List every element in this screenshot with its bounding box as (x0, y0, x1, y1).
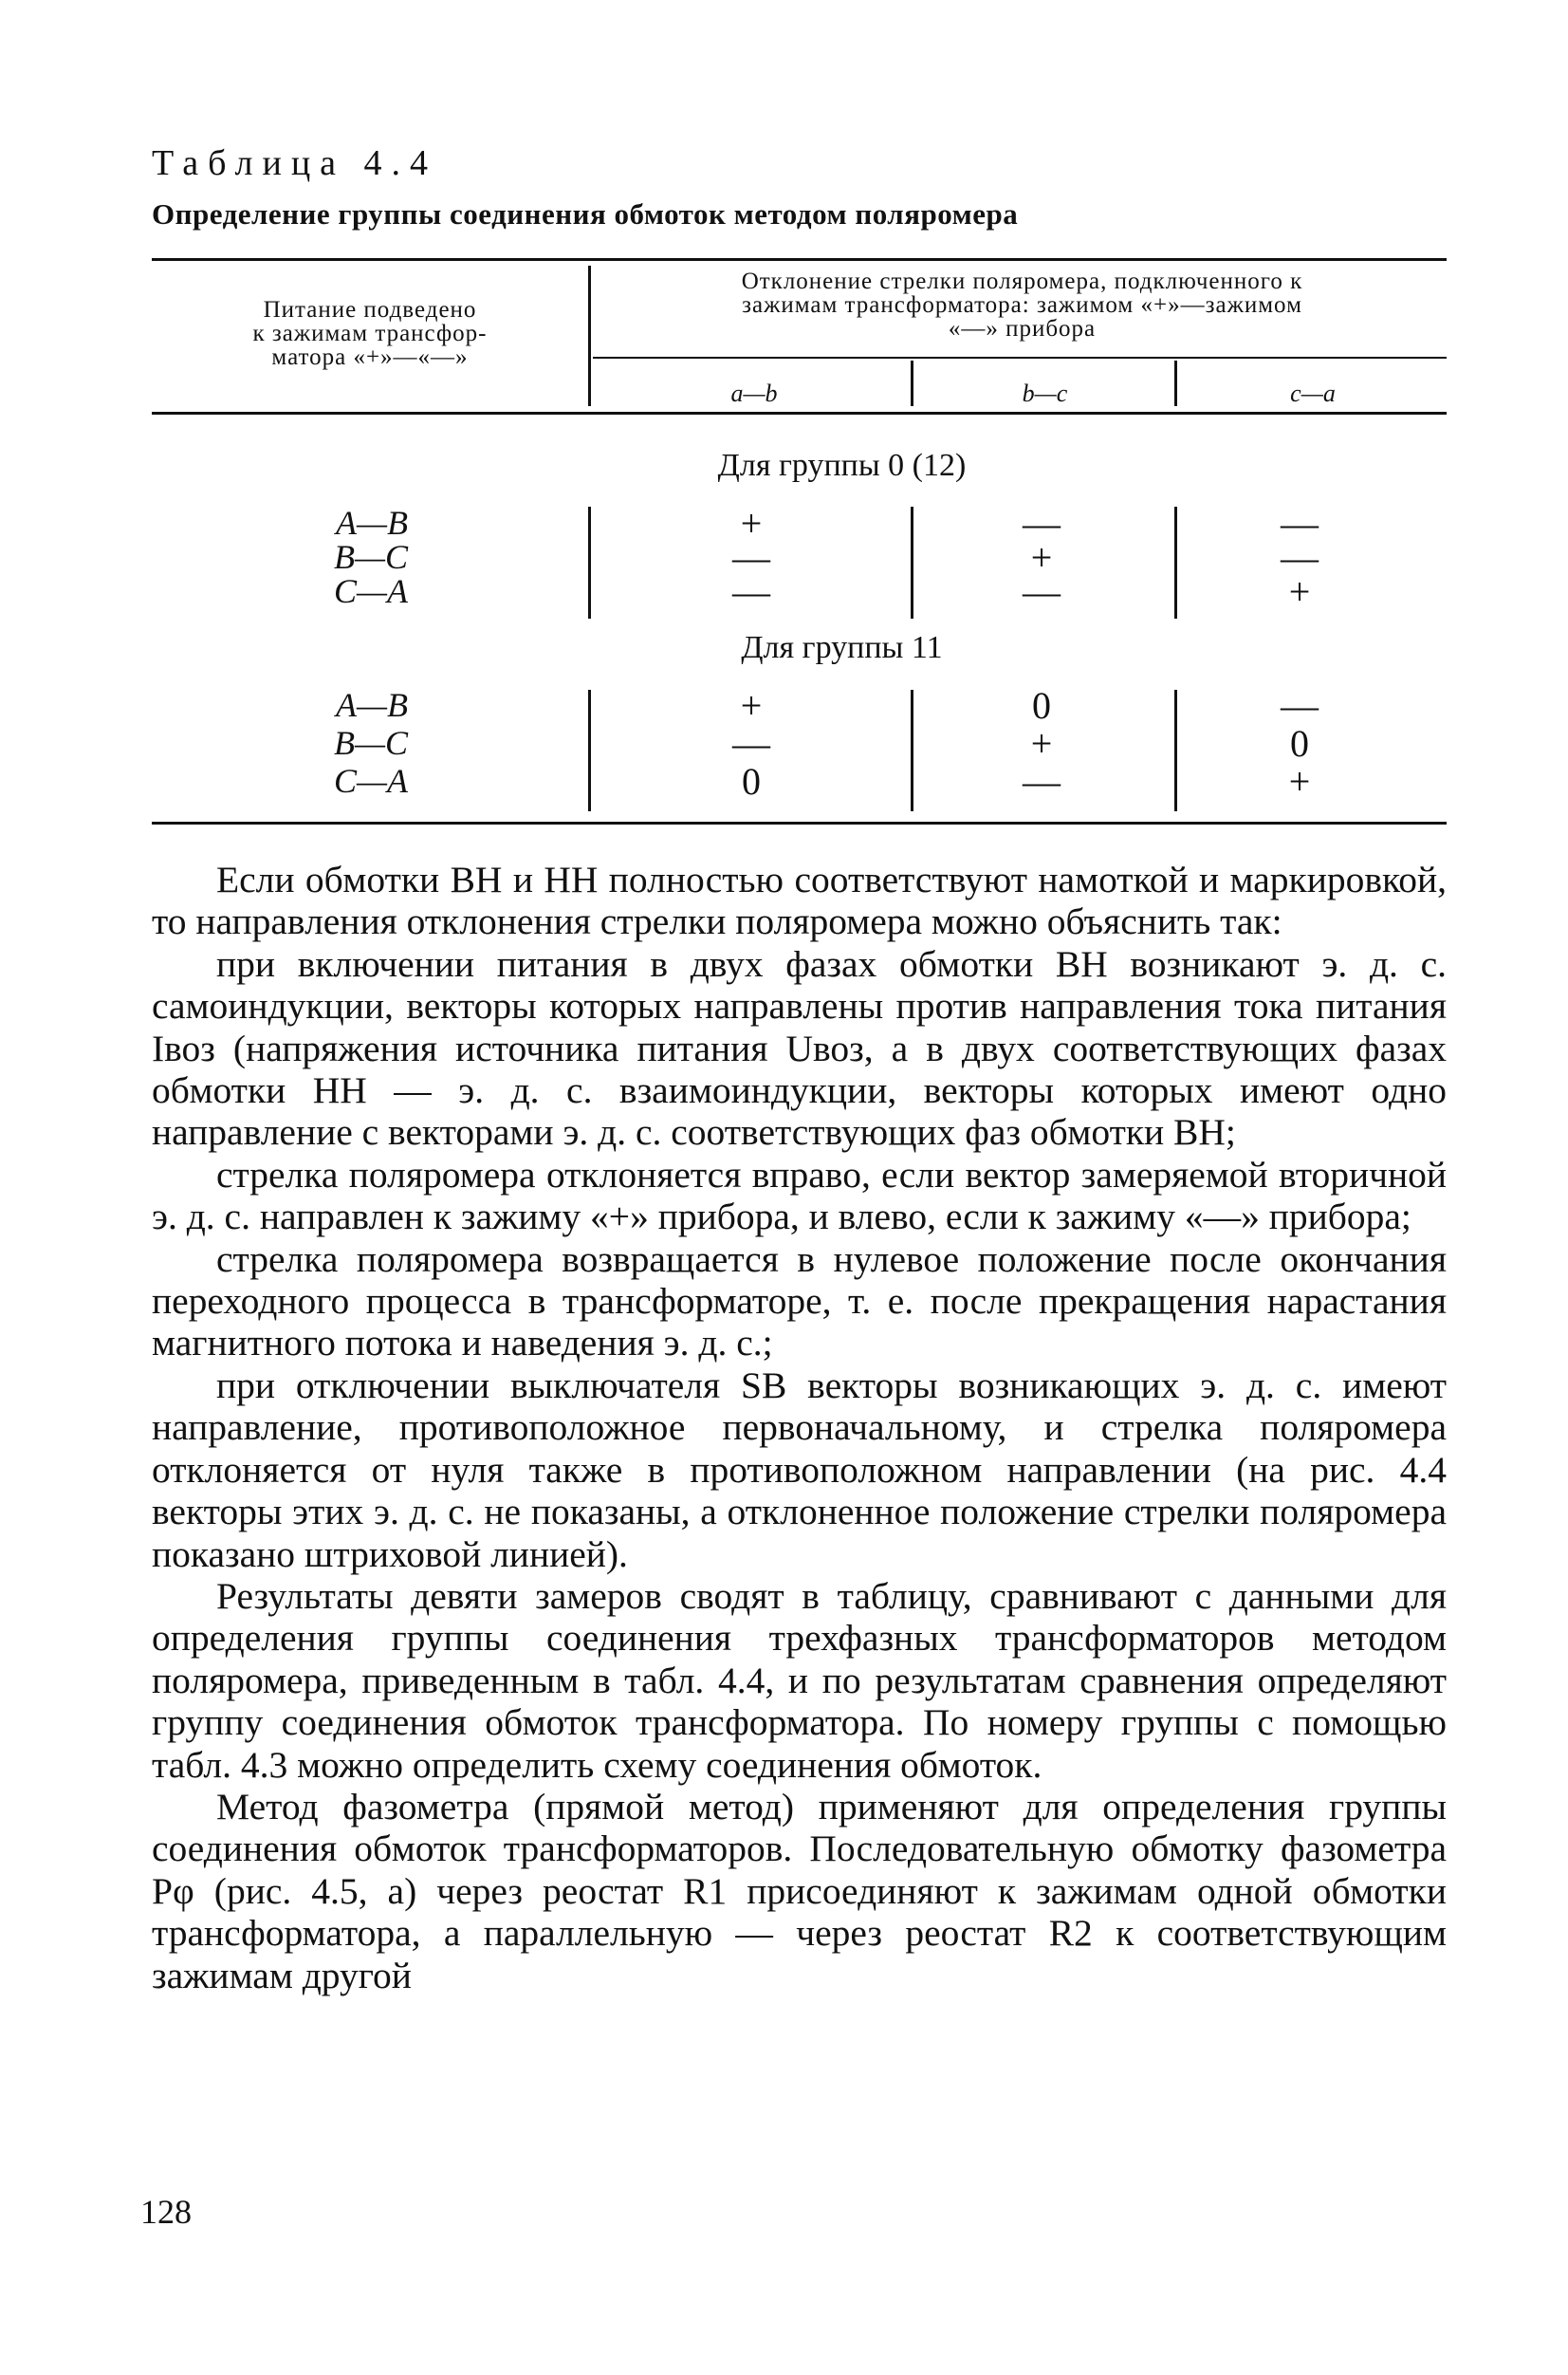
value-cell: + (740, 684, 763, 727)
value-cell: — (1281, 684, 1319, 727)
table-bottom-rule (152, 822, 1447, 825)
paragraph: Метод фазометра (прямой метод) применяют для определения группы соединения обмоток трансформаторов. Последовательную обмотку фазометра Pφ (рис. 4.5, а) через реостат R1 присоединяют к зажимам одной обмотки трансформатора, а параллельную — через реостат R2 к соответствующим зажимам другой (152, 1785, 1447, 1996)
pair-label: A—B (336, 504, 408, 542)
value-cell: — (732, 570, 770, 613)
value-cell: 0 (1032, 684, 1051, 727)
pair-label: B—C (333, 538, 408, 576)
paragraph: Результаты девяти замеров сводят в таблицу, сравнивают с данными для определения группы соединения трехфазных трансформаторов методом поляромера, приведенным в табл. 4.4, и по результатам сравнения определяют группу соединения обмоток трансформатора. По номеру группы с помощью табл. 4.3 можно определить схему соединения обмоток. (152, 1574, 1447, 1786)
subcol-divider-2 (1174, 361, 1177, 406)
paragraph: стрелка поляромера возвращается в нулевое положение после окончания переходного процесса в трансформаторе, т. е. после прекращения нарастания магнитного потока и наведения э. д. с.; (152, 1237, 1447, 1364)
body-divider (588, 690, 591, 811)
pair-label: C—A (333, 572, 408, 610)
value-cell: — (1281, 502, 1319, 545)
value-cell: — (1023, 760, 1061, 803)
value-cell: + (1030, 536, 1053, 579)
body-text (152, 859, 1447, 1996)
body-divider (1174, 690, 1177, 811)
subcol-ab: a—b (730, 380, 778, 407)
body-divider (588, 507, 591, 619)
subcol-divider-1 (911, 361, 913, 406)
value-cell: — (732, 536, 770, 579)
value-cell: + (740, 502, 763, 545)
pair-label: B—C (333, 724, 408, 762)
value-cell: — (732, 722, 770, 765)
col1-header (190, 298, 550, 369)
pair-label: A—B (336, 686, 408, 724)
paragraph: Если обмотки ВН и НН полностью соответствуют намоткой и маркировкой, то направления отклонения стрелки поляромера можно объяснить так: (152, 859, 1447, 943)
page-number: 128 (140, 2193, 192, 2231)
subheader-rule (593, 357, 1447, 359)
body-divider (911, 507, 913, 619)
paragraph: стрелка поляромера отклоняется вправо, если вектор замеряемой вторичной э. д. с. направлен к зажиму «+» прибора, и влево, если к зажиму «—» прибора; (152, 1153, 1447, 1238)
value-cell: + (1288, 760, 1311, 803)
polaromer-table (152, 258, 1447, 827)
table-header-rule (152, 412, 1447, 415)
pair-label: C—A (333, 762, 408, 800)
body-divider (911, 690, 913, 811)
col1-header-line: к зажимам трансфор- (252, 321, 488, 346)
value-cell: — (1281, 536, 1319, 579)
col1-header-line: матора «+»—«—» (271, 344, 469, 370)
value-cell: + (1288, 570, 1311, 613)
subcol-bc: b—c (1022, 380, 1068, 407)
col2-header-line: «—» прибора (948, 316, 1097, 342)
paragraph: при отключении выключателя SB векторы возникающих э. д. с. имеют направление, противоположное первоначальному, и стрелка поляромера отклоняется от нуля также в противоположном направлении (на рис. 4.4 векторы этих э. д. с. не показаны, а отклоненное положение стрелки поляромера показано штриховой линией). (152, 1364, 1447, 1575)
table-title: Определение группы соединения обмоток методом поляромера (152, 197, 1019, 231)
table-top-rule (152, 258, 1447, 261)
value-cell: 0 (742, 760, 761, 803)
group-title: Для группы 0 (12) (717, 448, 967, 483)
value-cell: — (1023, 502, 1061, 545)
paragraph: при включении питания в двух фазах обмотки ВН возникают э. д. с. самоиндукции, векторы которых направлены против направления тока питания Iвоз (напряжения источника питания Uвоз, а в двух соответствующих фазах обмотки НН — э. д. с. взаимоиндукции, векторы которых имеют одно направление с векторами э. д. с. соответствующих фаз обмотки ВН; (152, 942, 1447, 1154)
col2-header-line: зажимам трансформатора: зажимом «+»—зажимом (742, 292, 1302, 318)
col2-header (598, 269, 1447, 341)
body-divider (1174, 507, 1177, 619)
value-cell: + (1030, 722, 1053, 765)
subcol-ca: c—a (1290, 380, 1336, 407)
group-title: Для группы 11 (741, 630, 943, 665)
value-cell: — (1023, 570, 1061, 613)
col2-header-line: Отклонение стрелки поляромера, подключенного к (741, 269, 1303, 294)
col1-header-line: Питание подведено (263, 297, 477, 323)
header-divider (588, 266, 591, 406)
value-cell: 0 (1290, 722, 1309, 765)
table-number: Таблица 4.4 (152, 143, 438, 183)
